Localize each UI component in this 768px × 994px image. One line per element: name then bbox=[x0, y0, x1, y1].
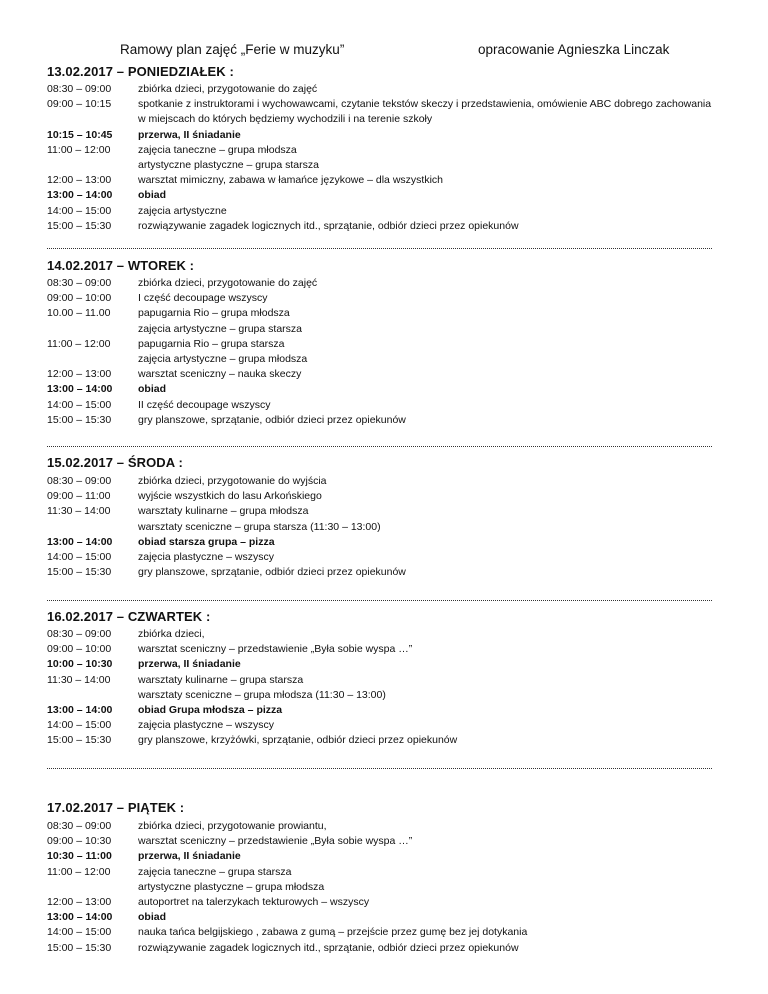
time-slot: 13:00 – 14:00 bbox=[47, 383, 113, 396]
activity-text: zbiórka dzieci, przygotowanie do zajęć bbox=[138, 83, 318, 95]
schedule-row bbox=[47, 306, 747, 321]
schedule-row bbox=[47, 880, 747, 895]
activity-text: warsztat sceniczny – nauka skeczy bbox=[138, 368, 302, 381]
time-slot: 11:30 – 14:00 bbox=[47, 673, 111, 686]
activity-text: spotkanie z instruktorami i wychowawcami, czytanie tekstów skeczy i przedstawienia, omówienie ABC dobrego zachowania bbox=[138, 98, 712, 111]
activity-text: przerwa, II śniadanie bbox=[138, 128, 241, 141]
schedule-row bbox=[47, 925, 747, 940]
schedule-row bbox=[47, 204, 747, 219]
schedule-row bbox=[47, 143, 747, 158]
schedule-row bbox=[47, 703, 747, 718]
time-slot: 14:00 – 15:00 bbox=[47, 398, 112, 411]
schedule-row bbox=[47, 128, 747, 143]
activity-text: papugarnia Rio – grupa młodsza bbox=[138, 307, 290, 320]
activity-text: zajęcia plastyczne – wszyscy bbox=[138, 719, 274, 732]
activity-text: wyjście wszystkich do lasu Arkońskiego bbox=[138, 490, 322, 503]
time-slot: 09:00 – 10:00 bbox=[47, 292, 112, 305]
dotted-separator bbox=[47, 600, 712, 603]
schedule-row bbox=[47, 865, 747, 880]
time-slot: 13:00 – 14:00 bbox=[47, 704, 113, 716]
dotted-separator bbox=[47, 248, 712, 251]
activity-text: w miejscach do których będziemy wychodzili i na terenie szkoły bbox=[138, 113, 433, 126]
time-slot: 09:00 – 10:30 bbox=[47, 835, 112, 848]
schedule-row bbox=[47, 834, 747, 849]
schedule-row bbox=[47, 733, 747, 748]
schedule-row bbox=[47, 367, 747, 382]
time-slot: 11:00 – 12:00 bbox=[47, 865, 111, 878]
activity-text: zajęcia artystyczne – grupa młodsza bbox=[138, 353, 308, 365]
time-slot: 14:00 – 15:00 bbox=[47, 204, 112, 217]
activity-text: obiad Grupa młodsza – pizza bbox=[138, 704, 283, 716]
activity-text: warsztaty sceniczne – grupa młodsza (11:30 – 13:00) bbox=[138, 688, 386, 701]
time-slot: 14:00 – 15:00 bbox=[47, 926, 112, 939]
activity-text: gry planszowe, sprzątanie, odbiór dzieci przez opiekunów bbox=[138, 566, 406, 579]
schedule-row bbox=[47, 112, 747, 127]
schedule-row bbox=[47, 642, 747, 657]
schedule-row bbox=[47, 82, 747, 97]
schedule-row bbox=[47, 718, 747, 733]
activity-text: zajęcia plastyczne – wszyscy bbox=[138, 551, 274, 563]
time-slot: 08:30 – 09:00 bbox=[47, 83, 112, 95]
time-slot: 13:00 – 14:00 bbox=[47, 535, 113, 548]
activity-text: zbiórka dzieci, przygotowanie prowiantu, bbox=[138, 820, 327, 832]
time-slot: 11:00 – 12:00 bbox=[47, 143, 111, 156]
schedule-row bbox=[47, 819, 747, 834]
activity-text: obiad bbox=[138, 911, 166, 924]
activity-text: warsztat sceniczny – przedstawienie „Była sobie wyspa …” bbox=[138, 643, 413, 656]
schedule-row bbox=[47, 413, 747, 428]
schedule-row bbox=[47, 352, 747, 367]
activity-text: II część decoupage wszyscy bbox=[138, 398, 271, 411]
schedule-row bbox=[47, 941, 747, 956]
day-title: 16.02.2017 – CZWARTEK : bbox=[47, 609, 211, 624]
time-slot: 12:00 – 13:00 bbox=[47, 368, 112, 381]
time-slot: 08:30 – 09:00 bbox=[47, 475, 112, 487]
activity-text: obiad bbox=[138, 383, 166, 396]
schedule-row bbox=[47, 188, 747, 203]
activity-text: obiad bbox=[138, 189, 166, 202]
schedule-row bbox=[47, 688, 747, 703]
schedule-row bbox=[47, 489, 747, 504]
activity-text: nauka tańca belgijskiego , zabawa z gumą – przejście przez gumę bez jej dotykania bbox=[138, 926, 528, 939]
activity-text: warsztaty kulinarne – grupa młodsza bbox=[138, 505, 309, 518]
day-title: 17.02.2017 – PIĄTEK : bbox=[47, 800, 185, 815]
activity-text: zajęcia taneczne – grupa młodsza bbox=[138, 143, 297, 156]
dotted-separator bbox=[47, 768, 712, 771]
time-slot: 09:00 – 10:15 bbox=[47, 98, 112, 111]
activity-text: przerwa, II śniadanie bbox=[138, 658, 241, 671]
document-author: opracowanie Agnieszka Linczak bbox=[478, 42, 670, 57]
activity-text: warsztaty sceniczne – grupa starsza (11:30 – 13:00) bbox=[138, 520, 381, 533]
schedule-row bbox=[47, 550, 747, 565]
time-slot: 14:00 – 15:00 bbox=[47, 551, 112, 563]
time-slot: 11:00 – 12:00 bbox=[47, 337, 111, 350]
activity-text: przerwa, II śniadanie bbox=[138, 850, 241, 863]
document-title: Ramowy plan zajęć „Ferie w muzyku” bbox=[120, 42, 345, 57]
schedule-row bbox=[47, 895, 747, 910]
activity-text: gry planszowe, krzyżówki, sprzątanie, odbiór dzieci przez opiekunów bbox=[138, 734, 458, 747]
schedule-row bbox=[47, 398, 747, 413]
day-title: 13.02.2017 – PONIEDZIAŁEK : bbox=[47, 64, 234, 79]
activity-text: artystyczne plastyczne – grupa młodsza bbox=[138, 880, 325, 893]
time-slot: 10:30 – 11:00 bbox=[47, 850, 112, 863]
activity-text: gry planszowe, sprzątanie, odbiór dzieci przez opiekunów bbox=[138, 413, 406, 426]
activity-text: warsztat mimiczny, zabawa w łamańce językowe – dla wszystkich bbox=[138, 174, 443, 187]
time-slot: 08:30 – 09:00 bbox=[47, 277, 112, 289]
schedule-row bbox=[47, 910, 747, 925]
time-slot: 15:00 – 15:30 bbox=[47, 413, 112, 426]
time-slot: 10.00 – 11.00 bbox=[47, 307, 111, 320]
schedule-row bbox=[47, 565, 747, 580]
activity-text: rozwiązywanie zagadek logicznych itd., sprzątanie, odbiór dzieci przez opiekunów bbox=[138, 219, 519, 232]
activity-text: zajęcia taneczne – grupa starsza bbox=[138, 865, 292, 878]
time-slot: 15:00 – 15:30 bbox=[47, 941, 112, 954]
time-slot: 13:00 – 14:00 bbox=[47, 189, 113, 202]
day-title: 15.02.2017 – ŚRODA : bbox=[47, 455, 183, 470]
schedule-row bbox=[47, 337, 747, 352]
activity-text: papugarnia Rio – grupa starsza bbox=[138, 337, 285, 350]
time-slot: 15:00 – 15:30 bbox=[47, 566, 112, 579]
document-header bbox=[0, 42, 768, 62]
schedule-row bbox=[47, 158, 747, 173]
schedule-row bbox=[47, 673, 747, 688]
activity-text: rozwiązywanie zagadek logicznych itd., sprzątanie, odbiór dzieci przez opiekunów bbox=[138, 941, 519, 954]
dotted-separator bbox=[47, 446, 712, 449]
time-slot: 12:00 – 13:00 bbox=[47, 174, 112, 187]
schedule-row bbox=[47, 657, 747, 672]
schedule-row bbox=[47, 504, 747, 519]
schedule-row bbox=[47, 219, 747, 234]
time-slot: 12:00 – 13:00 bbox=[47, 896, 112, 908]
schedule-row bbox=[47, 849, 747, 864]
schedule-row bbox=[47, 520, 747, 535]
schedule-row bbox=[47, 173, 747, 188]
time-slot: 15:00 – 15:30 bbox=[47, 219, 112, 232]
time-slot: 09:00 – 11:00 bbox=[47, 490, 111, 503]
time-slot: 08:30 – 09:00 bbox=[47, 820, 112, 832]
schedule-row bbox=[47, 535, 747, 550]
time-slot: 10:15 – 10:45 bbox=[47, 128, 113, 141]
schedule-row bbox=[47, 97, 747, 112]
time-slot: 09:00 – 10:00 bbox=[47, 643, 112, 656]
day-title: 14.02.2017 – WTOREK : bbox=[47, 258, 195, 273]
activity-text: obiad starsza grupa – pizza bbox=[138, 535, 275, 548]
activity-text: warsztat sceniczny – przedstawienie „Była sobie wyspa …” bbox=[138, 835, 413, 848]
activity-text: artystyczne plastyczne – grupa starsza bbox=[138, 159, 319, 171]
schedule-row bbox=[47, 322, 747, 337]
time-slot: 10:00 – 10:30 bbox=[47, 658, 113, 671]
time-slot: 14:00 – 15:00 bbox=[47, 719, 112, 732]
time-slot: 08:30 – 09:00 bbox=[47, 628, 112, 640]
schedule-row bbox=[47, 382, 747, 397]
activity-text: warsztaty kulinarne – grupa starsza bbox=[138, 673, 304, 686]
time-slot: 15:00 – 15:30 bbox=[47, 734, 112, 747]
schedule-row bbox=[47, 474, 747, 489]
schedule-row bbox=[47, 627, 747, 642]
schedule-row bbox=[47, 291, 747, 306]
activity-text: zbiórka dzieci, bbox=[138, 628, 205, 640]
activity-text: zbiórka dzieci, przygotowanie do wyjścia bbox=[138, 475, 327, 487]
activity-text: autoportret na talerzykach tekturowych – wszyscy bbox=[138, 896, 370, 908]
activity-text: zajęcia artystyczne – grupa starsza bbox=[138, 322, 302, 335]
activity-text: I część decoupage wszyscy bbox=[138, 292, 268, 305]
schedule-row bbox=[47, 276, 747, 291]
time-slot: 11:30 – 14:00 bbox=[47, 505, 111, 518]
activity-text: zbiórka dzieci, przygotowanie do zajęć bbox=[138, 277, 318, 289]
time-slot: 13:00 – 14:00 bbox=[47, 911, 113, 924]
activity-text: zajęcia artystyczne bbox=[138, 204, 227, 217]
